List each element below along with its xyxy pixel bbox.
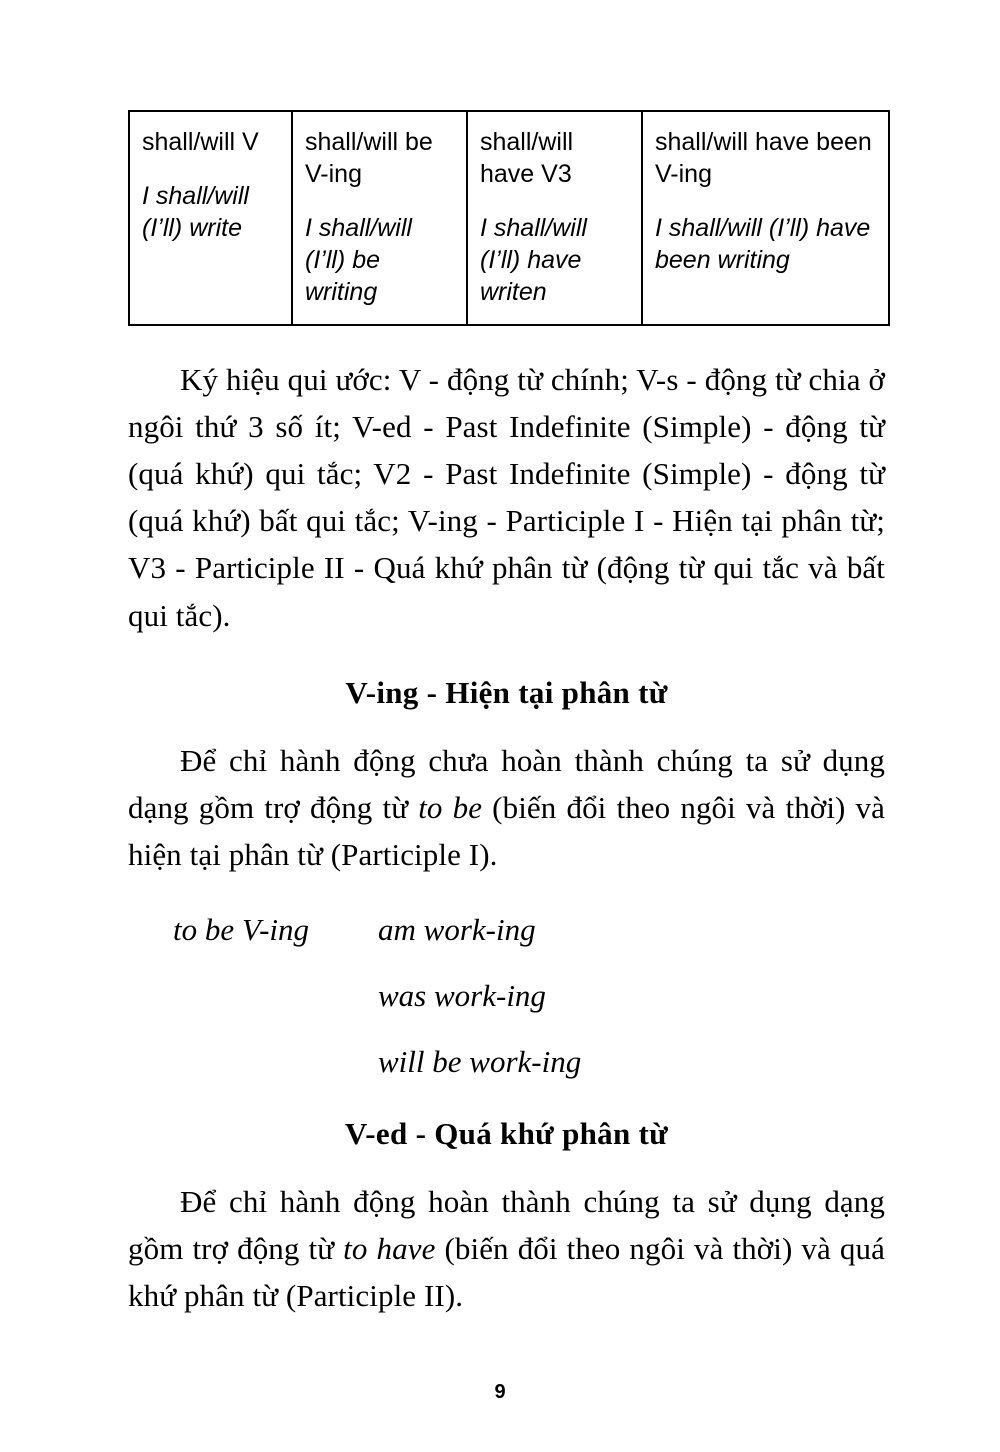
paragraph-text-part1: Để chỉ hành động hoàn thành chúng ta sử dụng dạng gồm trợ động từ <box>128 1183 885 1267</box>
table-cell-future-perfect-continuous <box>642 111 889 325</box>
example-row <box>128 912 885 948</box>
verb-example: I shall/will (I’ll) have been writing <box>655 214 871 274</box>
paragraph-text-part2: (biến đổi theo ngôi và thời) và quá khứ phân từ (Participle II). <box>128 1231 885 1314</box>
verb-form: shall/will be V-ing <box>305 128 433 188</box>
example-value: will be work-ing <box>378 1043 582 1079</box>
paragraph-text-part1: Để chỉ hành động chưa hoàn thành chúng ta sử dụng dạng gồm trợ động từ <box>128 742 885 825</box>
paragraph-present-participle <box>128 737 885 878</box>
heading-past-participle: V-ed - Quá khứ phân từ <box>344 1115 669 1151</box>
example-label: to be V-ing <box>173 911 310 947</box>
examples-present-participle <box>128 912 885 1080</box>
verb-example: I shall/will (I’ll) be writing <box>305 214 412 306</box>
paragraph-italic-to-have: to have <box>343 1231 436 1267</box>
heading-present-participle: V-ing - Hiện tại phân từ <box>345 674 668 710</box>
example-value: was work-ing <box>378 977 546 1013</box>
table-cell-future-perfect <box>467 111 642 325</box>
example-row <box>128 1044 885 1080</box>
verb-form: shall/will have V3 <box>480 128 574 188</box>
example-row <box>128 978 885 1014</box>
paragraph-notation: Ký hiệu qui ước: V - động từ chính; V-s - động từ chia ở ngôi thứ 3 số ít; V-ed - Past Indefinite (Simple) - động từ (quá khứ) qui tắc; V2 - Past Indefinite (Simple) - động từ (quá khứ) bất qui tắc; V-ing - Participle I - Hiện tại phân từ; V3 - Participle II - Quá khứ phân từ (động từ qui tắc và bất qui tắc). <box>128 362 885 633</box>
verb-example: I shall/will (I’ll) write <box>142 182 249 242</box>
paragraph-italic-to-be: to be <box>418 789 483 825</box>
example-value: am work-ing <box>378 911 536 947</box>
paragraph-text-part2: (biến đổi theo ngôi và thời) và hiện tại phân từ (Participle I). <box>128 789 886 872</box>
table-cell-future-continuous <box>292 111 467 325</box>
verb-forms-table <box>128 110 890 326</box>
table-cell-future-simple <box>129 111 292 325</box>
table-row <box>129 111 889 325</box>
paragraph-past-participle <box>128 1178 885 1319</box>
verb-example: I shall/will (I’ll) have writen <box>480 214 587 306</box>
verb-form: shall/will have been V-ing <box>655 128 872 188</box>
verb-form: shall/will V <box>142 128 259 156</box>
page-number: 9 <box>494 1381 506 1403</box>
